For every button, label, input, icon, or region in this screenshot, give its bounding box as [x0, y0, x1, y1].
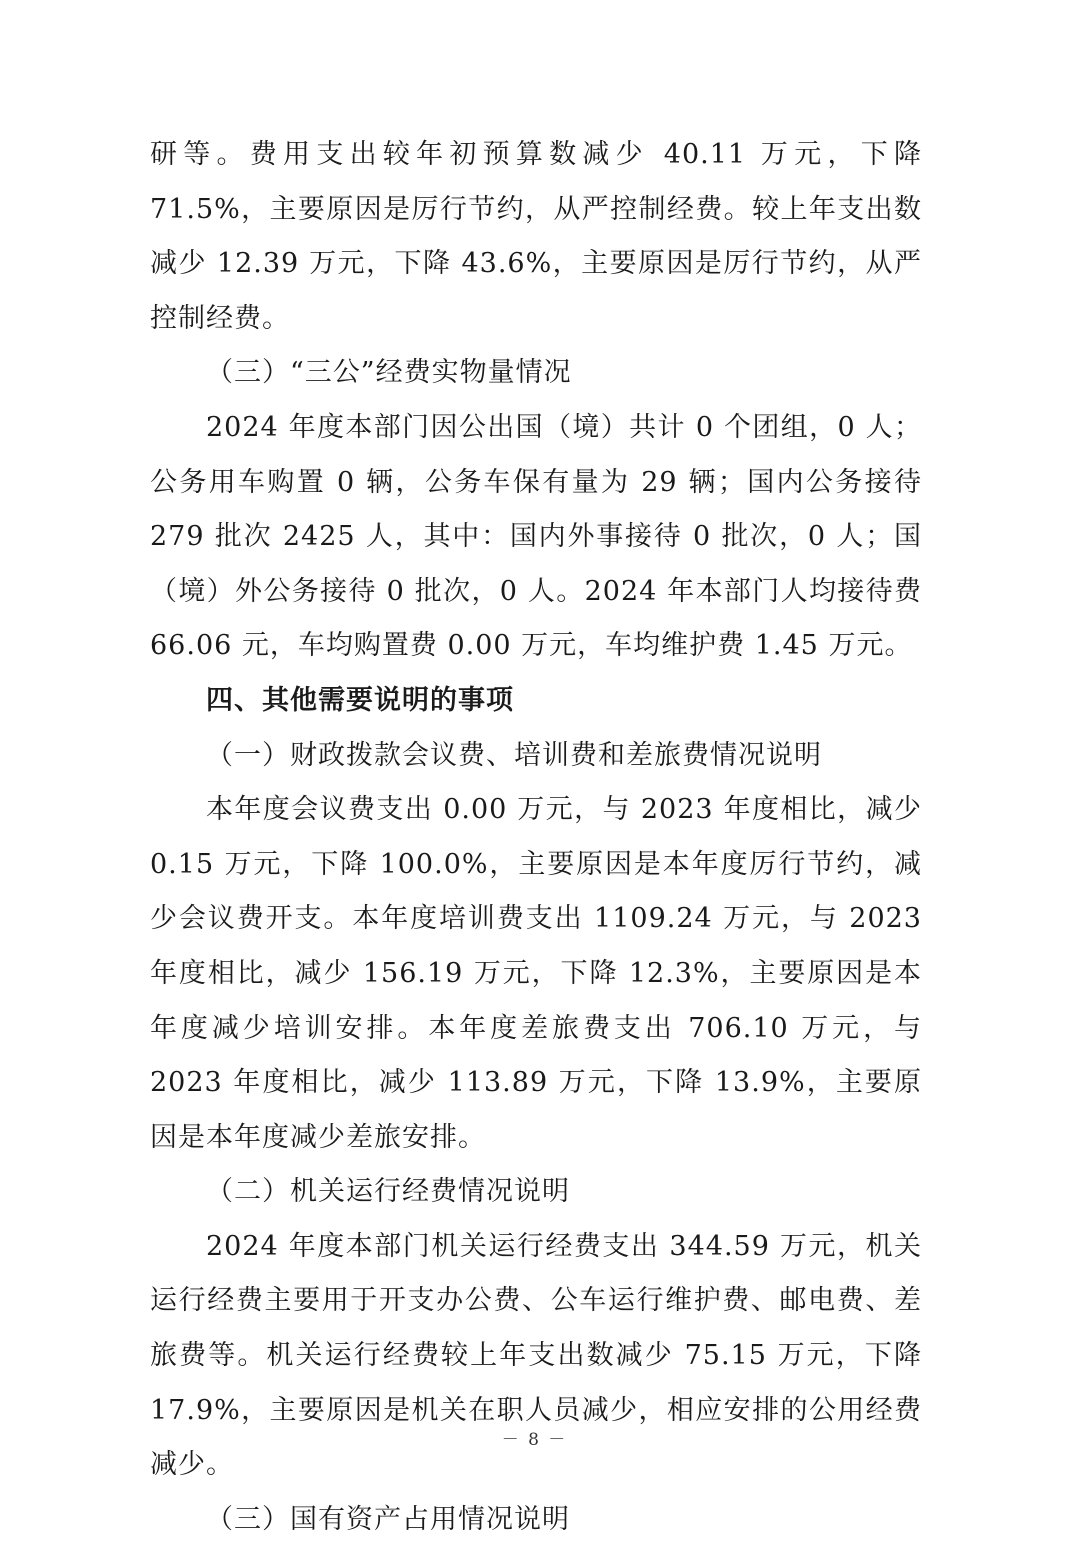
paragraph-expense-decrease: 研等。费用支出较年初预算数减少 40.11 万元，下降 71.5%，主要原因是厉行节约，从严控制经费。较上年支出数减少 12.39 万元，下降 43.6%，主要原因是厉行节约，从严控制经费。 [150, 139, 922, 334]
heading-sangong-quantity: （三）“三公”经费实物量情况 [206, 357, 572, 389]
section-heading-other-matters: 四、其他需要说明的事项 [206, 684, 514, 716]
paragraph-operating-expenses: 2024 年度本部门机关运行经费支出 344.59 万元，机关运行经费主要用于开支办公费、公车运行维护费、邮电费、差旅费等。机关运行经费较上年支出数减少 75.15 万元，下降 17.9%，主要原因是机关在职人员减少，相应安排的公用经费减少。 [150, 1230, 922, 1481]
paragraph-meeting-training-travel: 本年度会议费支出 0.00 万元，与 2023 年度相比，减少 0.15 万元，下降 100.0%，主要原因是本年度厉行节约，减少会议费开支。本年度培训费支出 1109.24 万元，与 2023 年度相比，减少 156.19 万元，下降 12.3%，主要原因是本年度减少培训安排。本年度差旅费支出 706.10 万元，与 2023 年度相比，减少 113.89 万元，下降 13.9%，主要原因是本年度减少差旅安排。 [150, 794, 922, 1153]
document-body [150, 128, 922, 1547]
page-number: － 8 － [501, 1430, 568, 1450]
paragraph-sangong-quantity: 2024 年度本部门因公出国（境）共计 0 个团组，0 人；公务用车购置 0 辆，公务车保有量为 29 辆；国内公务接待 279 批次 2425 人，其中：国内外事接待 0 批次，0 人；国（境）外公务接待 0 批次，0 人。2024 年本部门人均接待费 66.06 元，车均购置费 0.00 万元，车均维护费 1.45 万元。 [150, 411, 922, 662]
heading-operating-expenses: （二）机关运行经费情况说明 [206, 1176, 570, 1208]
heading-state-assets: （三）国有资产占用情况说明 [206, 1503, 570, 1535]
heading-meeting-training-travel: （一）财政拨款会议费、培训费和差旅费情况说明 [206, 739, 822, 771]
